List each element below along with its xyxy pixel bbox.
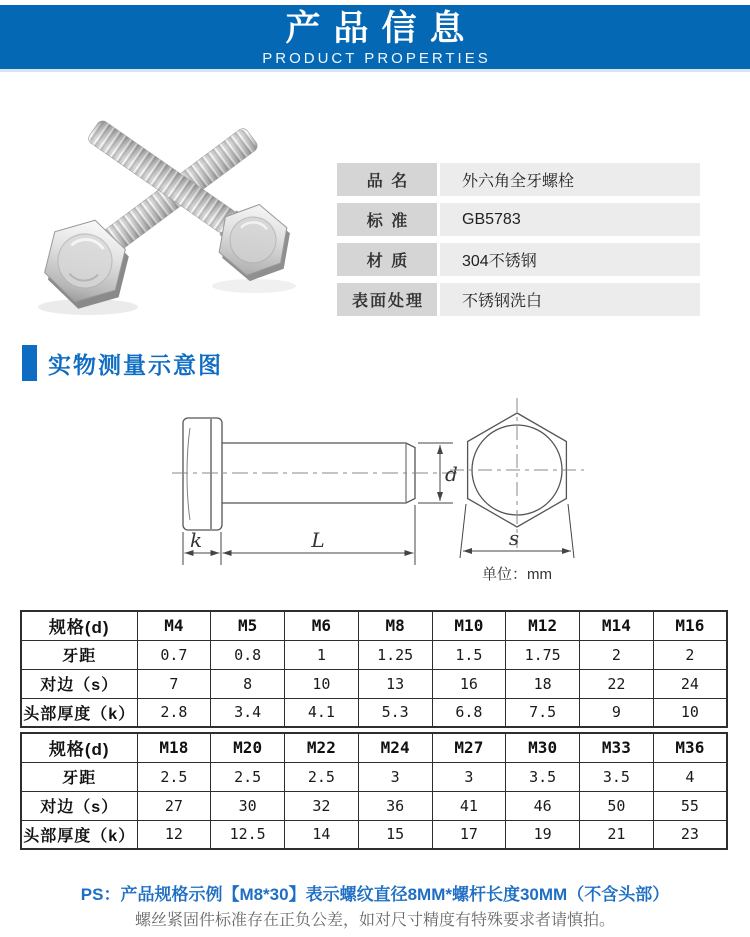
spec-col-header: M8: [358, 611, 432, 640]
footer-note-line1: PS：产品规格示例【M8*30】表示螺纹直径8MM*螺杆长度30MM（不含头部）: [80, 885, 670, 904]
spec-cell: 36: [358, 791, 432, 820]
page-title: 产品信息: [285, 9, 478, 48]
page-subtitle: PRODUCT PROPERTIES: [262, 50, 491, 67]
property-value: 外六角全牙螺栓: [440, 163, 700, 196]
dim-label-d: d: [445, 462, 458, 486]
property-row: [337, 203, 700, 236]
product-photo: [22, 106, 322, 324]
spec-col-header: M30: [506, 733, 580, 762]
spec-header-label: 规格(d): [21, 733, 137, 762]
property-label: 材 质: [337, 243, 437, 276]
spec-cell: 22: [580, 669, 654, 698]
spec-col-header: M22: [285, 733, 359, 762]
spec-row-label: 牙距: [21, 640, 137, 669]
spec-cell: 1.5: [432, 640, 506, 669]
spec-col-header: M27: [432, 733, 506, 762]
dim-label-k: k: [189, 528, 203, 552]
spec-cell: 2: [580, 640, 654, 669]
property-row: [337, 283, 700, 316]
spec-row-label: 头部厚度（k）: [21, 698, 137, 727]
spec-cell: 2.5: [137, 762, 211, 791]
unit-label: 单位：mm: [482, 566, 552, 583]
spec-row-label: 头部厚度（k）: [21, 820, 137, 849]
property-value: 不锈钢洗白: [440, 283, 700, 316]
spec-cell: 0.8: [211, 640, 285, 669]
spec-table-section: [20, 610, 728, 728]
spec-cell: 10: [285, 669, 359, 698]
dim-label-s: s: [508, 526, 520, 550]
spec-row: [21, 791, 727, 820]
spec-cell: 32: [285, 791, 359, 820]
bolt-shaft-b: [85, 117, 243, 240]
spec-row: [21, 640, 727, 669]
property-label: 标 准: [337, 203, 437, 236]
spec-cell: 14: [285, 820, 359, 849]
property-value: 304不锈钢: [440, 243, 700, 276]
dim-label-l: L: [311, 528, 325, 552]
spec-cell: 15: [358, 820, 432, 849]
spec-cell: 7: [137, 669, 211, 698]
spec-row-label: 牙距: [21, 762, 137, 791]
section-title: 实物测量示意图: [48, 351, 223, 378]
spec-cell: 30: [211, 791, 285, 820]
spec-col-header: M5: [211, 611, 285, 640]
section-accent-bar: [22, 345, 37, 381]
spec-cell: 3: [432, 762, 506, 791]
spec-col-header: M36: [653, 733, 727, 762]
spec-cell: 21: [580, 820, 654, 849]
spec-cell: 17: [432, 820, 506, 849]
spec-col-header: M16: [653, 611, 727, 640]
spec-row: [21, 669, 727, 698]
spec-cell: 24: [653, 669, 727, 698]
property-row: [337, 163, 700, 196]
spec-cell: 18: [506, 669, 580, 698]
spec-cell: 1.75: [506, 640, 580, 669]
spec-cell: 50: [580, 791, 654, 820]
spec-cell: 3.5: [506, 762, 580, 791]
spec-col-header: M18: [137, 733, 211, 762]
bolt-side-view: [183, 418, 415, 530]
spec-col-header: M4: [137, 611, 211, 640]
spec-cell: 13: [358, 669, 432, 698]
spec-cell: 8: [211, 669, 285, 698]
photo-shadow: [212, 279, 296, 293]
spec-cell: 3: [358, 762, 432, 791]
footer-note-line2: 螺丝紧固件标准存在正负公差，如对尺寸精度有特殊要求者请慎拍。: [134, 912, 615, 929]
spec-cell: 2.5: [211, 762, 285, 791]
spec-cell: 7.5: [506, 698, 580, 727]
spec-col-header: M12: [506, 611, 580, 640]
spec-cell: 55: [653, 791, 727, 820]
spec-col-header: M6: [285, 611, 359, 640]
spec-col-header: M24: [358, 733, 432, 762]
spec-cell: 10: [653, 698, 727, 727]
spec-cell: 2: [653, 640, 727, 669]
spec-cell: 12.5: [211, 820, 285, 849]
spec-col-header: M10: [432, 611, 506, 640]
spec-cell: 5.3: [358, 698, 432, 727]
spec-row-label: 对边（s）: [21, 791, 137, 820]
section-header: [22, 345, 223, 381]
spec-header-row: [21, 733, 727, 762]
spec-cell: 9: [580, 698, 654, 727]
spec-cell: 6.8: [432, 698, 506, 727]
dim-k-l: [183, 505, 415, 565]
spec-col-header: M33: [580, 733, 654, 762]
property-label: 表面处理: [337, 283, 437, 316]
spec-cell: 1: [285, 640, 359, 669]
spec-cell: 3.4: [211, 698, 285, 727]
spec-table-section: [20, 732, 728, 850]
property-label: 品 名: [337, 163, 437, 196]
spec-cell: 4: [653, 762, 727, 791]
spec-cell: 0.7: [137, 640, 211, 669]
spec-row: [21, 698, 727, 727]
spec-table: [20, 610, 728, 854]
spec-cell: 12: [137, 820, 211, 849]
spec-cell: 2.5: [285, 762, 359, 791]
spec-cell: 3.5: [580, 762, 654, 791]
property-table: [337, 163, 700, 323]
spec-cell: 23: [653, 820, 727, 849]
spec-cell: 4.1: [285, 698, 359, 727]
property-value: GB5783: [440, 203, 700, 236]
spec-header-label: 规格(d): [21, 611, 137, 640]
property-row: [337, 243, 700, 276]
spec-row-label: 对边（s）: [21, 669, 137, 698]
spec-cell: 1.25: [358, 640, 432, 669]
spec-row: [21, 762, 727, 791]
spec-cell: 46: [506, 791, 580, 820]
spec-row: [21, 820, 727, 849]
spec-cell: 2.8: [137, 698, 211, 727]
spec-cell: 27: [137, 791, 211, 820]
measurement-diagram: [0, 395, 750, 595]
spec-header-row: [21, 611, 727, 640]
spec-cell: 16: [432, 669, 506, 698]
spec-col-header: M14: [580, 611, 654, 640]
header-banner: [0, 5, 750, 72]
spec-cell: 41: [432, 791, 506, 820]
spec-cell: 19: [506, 820, 580, 849]
spec-col-header: M20: [211, 733, 285, 762]
